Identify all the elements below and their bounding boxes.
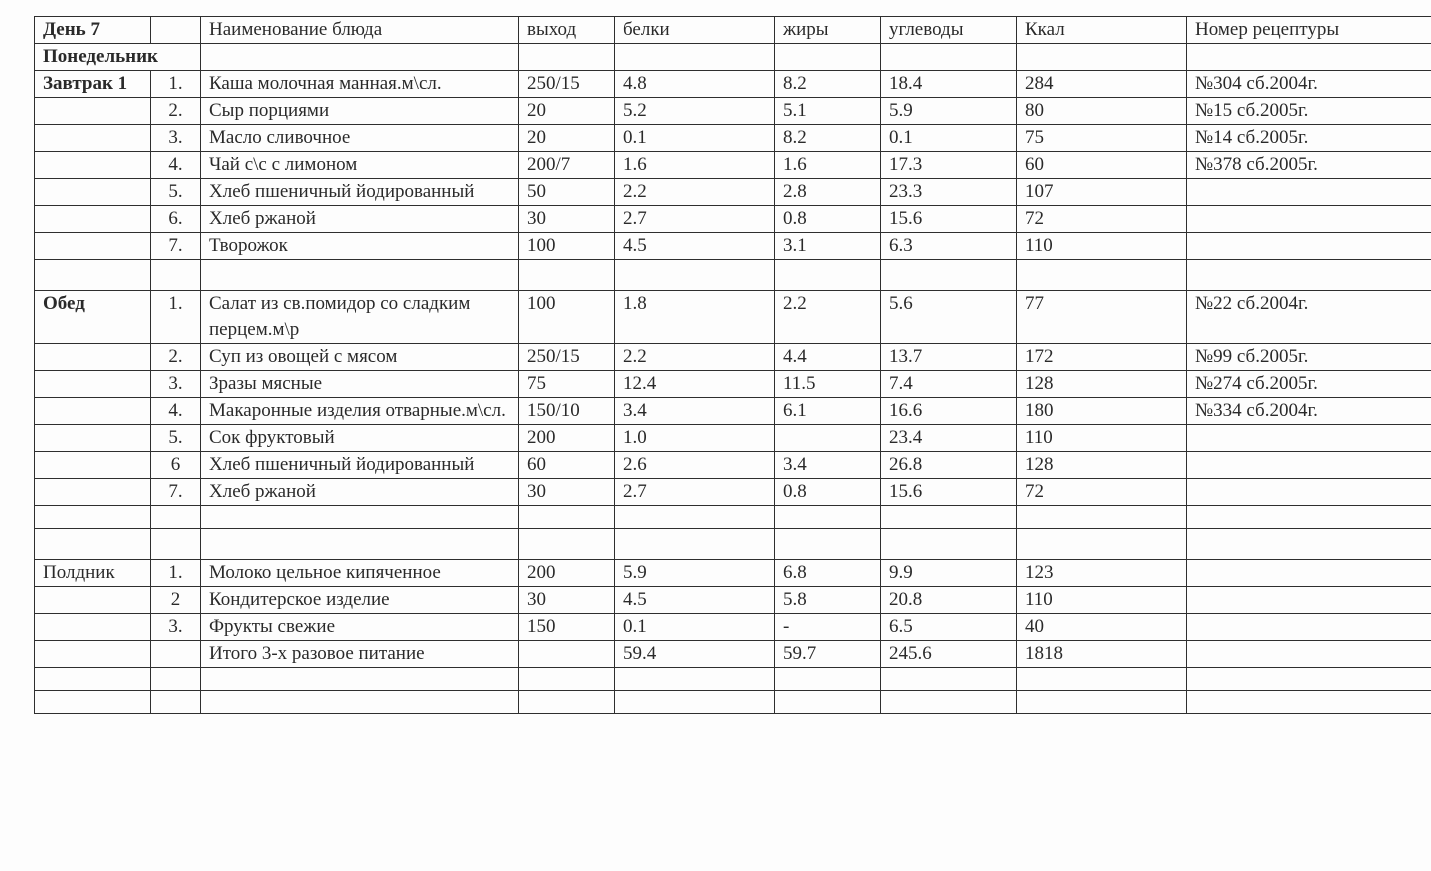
dish-name: Масло сливочное [201,125,519,152]
fat-value: 2.2 [775,291,881,344]
table-row [35,425,1431,452]
weekday-row [35,44,1431,71]
portion-output: 200 [519,425,615,452]
empty-cell [201,260,519,291]
empty-cell [151,691,201,714]
protein-value: 4.5 [615,587,775,614]
empty-cell [519,506,615,529]
total-row [35,641,1431,668]
kcal-value: 77 [1017,291,1187,344]
carbs-value: 20.8 [881,587,1017,614]
empty-cell [35,479,151,506]
empty-cell [881,668,1017,691]
empty-cell [201,668,519,691]
fat-value: 2.8 [775,179,881,206]
kcal-value: 60 [1017,152,1187,179]
empty-cell [1017,506,1187,529]
portion-output: 100 [519,291,615,344]
kcal-value: 110 [1017,233,1187,260]
kcal-value: 128 [1017,371,1187,398]
empty-cell [775,691,881,714]
empty-cell [519,641,615,668]
fat-value: 4.4 [775,344,881,371]
protein-value: 4.5 [615,233,775,260]
empty-cell [35,98,151,125]
recipe-number [1187,614,1431,641]
dish-name: Зразы мясные [201,371,519,398]
carbs-value: 6.3 [881,233,1017,260]
protein-value: 5.2 [615,98,775,125]
carbs-value: 15.6 [881,206,1017,233]
empty-cell [35,398,151,425]
protein-value: 2.2 [615,344,775,371]
item-number: 1. [151,291,201,344]
empty-cell [1187,260,1431,291]
carbs-value: 18.4 [881,71,1017,98]
empty-cell [1017,529,1187,560]
recipe-number: №15 сб.2005г. [1187,98,1431,125]
empty-cell [519,529,615,560]
table-row [35,560,1431,587]
dish-name: Суп из овощей с мясом [201,344,519,371]
total-kcal: 1818 [1017,641,1187,668]
recipe-number: №304 сб.2004г. [1187,71,1431,98]
fat-value: 1.6 [775,152,881,179]
empty-cell [35,452,151,479]
empty-cell [1187,44,1431,71]
carbs-value: 16.6 [881,398,1017,425]
kcal-value: 72 [1017,479,1187,506]
kcal-value: 107 [1017,179,1187,206]
dish-name: Сыр порциями [201,98,519,125]
empty-cell [35,260,151,291]
spacer-row [35,529,1431,560]
protein-value: 0.1 [615,125,775,152]
empty-cell [35,179,151,206]
header-kcal: Ккал [1017,17,1187,44]
empty-cell [201,529,519,560]
empty-cell [615,668,775,691]
item-number: 3. [151,371,201,398]
protein-value: 2.7 [615,206,775,233]
day-label: День 7 [35,17,151,44]
spacer-row [35,691,1431,714]
spacer-row [35,260,1431,291]
item-number: 1. [151,71,201,98]
table-row [35,479,1431,506]
header-recipe: Номер рецептуры [1187,17,1431,44]
kcal-value: 284 [1017,71,1187,98]
kcal-value: 40 [1017,614,1187,641]
fat-value: 0.8 [775,479,881,506]
empty-cell [35,206,151,233]
empty-cell [35,125,151,152]
carbs-value: 5.6 [881,291,1017,344]
empty-cell [881,260,1017,291]
empty-cell [775,529,881,560]
protein-value: 2.6 [615,452,775,479]
table-row [35,291,1431,344]
fat-value: 3.4 [775,452,881,479]
item-number: 4. [151,152,201,179]
table-row [35,587,1431,614]
fat-value: 5.1 [775,98,881,125]
empty-cell [615,260,775,291]
table-row [35,179,1431,206]
empty-cell [519,668,615,691]
kcal-value: 110 [1017,425,1187,452]
portion-output: 20 [519,98,615,125]
empty-cell [151,260,201,291]
empty-cell [35,587,151,614]
item-number: 6. [151,206,201,233]
empty-cell [151,668,201,691]
empty-cell [151,506,201,529]
recipe-number [1187,233,1431,260]
fat-value: 11.5 [775,371,881,398]
meal-label: Полдник [35,560,151,587]
empty-cell [1017,260,1187,291]
kcal-value: 80 [1017,98,1187,125]
table-row [35,452,1431,479]
empty-cell [35,371,151,398]
carbs-value: 15.6 [881,479,1017,506]
recipe-number [1187,206,1431,233]
fat-value: 6.1 [775,398,881,425]
spacer-row [35,506,1431,529]
header-dish: Наименование блюда [201,17,519,44]
item-number: 3. [151,614,201,641]
portion-output: 250/15 [519,71,615,98]
item-number: 3. [151,125,201,152]
empty-cell [881,506,1017,529]
table-row [35,398,1431,425]
empty-cell [35,668,151,691]
empty-cell [201,691,519,714]
fat-value: 3.1 [775,233,881,260]
empty-cell [151,529,201,560]
weekday-label: Понедельник [35,44,201,71]
dish-name: Макаронные изделия отварные.м\сл. [201,398,519,425]
empty-cell [35,152,151,179]
empty-cell [201,44,519,71]
empty-cell [201,506,519,529]
header-output: выход [519,17,615,44]
table-row [35,233,1431,260]
meal-label: Обед [35,291,151,344]
protein-value: 12.4 [615,371,775,398]
total-protein: 59.4 [615,641,775,668]
protein-value: 1.6 [615,152,775,179]
protein-value: 5.9 [615,560,775,587]
header-carbs: углеводы [881,17,1017,44]
item-number: 4. [151,398,201,425]
kcal-value: 110 [1017,587,1187,614]
table-row [35,71,1431,98]
recipe-number [1187,560,1431,587]
fat-value: - [775,614,881,641]
fat-value: 0.8 [775,206,881,233]
kcal-value: 128 [1017,452,1187,479]
carbs-value: 9.9 [881,560,1017,587]
item-number: 5. [151,179,201,206]
protein-value: 1.0 [615,425,775,452]
table-row [35,344,1431,371]
portion-output: 30 [519,479,615,506]
portion-output: 75 [519,371,615,398]
item-number: 2. [151,98,201,125]
empty-cell [519,260,615,291]
empty-cell [35,425,151,452]
empty-cell [1017,691,1187,714]
dish-name: Хлеб ржаной [201,479,519,506]
portion-output: 200 [519,560,615,587]
recipe-number: №334 сб.2004г. [1187,398,1431,425]
dish-name: Хлеб ржаной [201,206,519,233]
protein-value: 0.1 [615,614,775,641]
dish-name: Каша молочная манная.м\сл. [201,71,519,98]
portion-output: 30 [519,206,615,233]
empty-cell [35,529,151,560]
kcal-value: 180 [1017,398,1187,425]
empty-cell [881,44,1017,71]
item-number: 5. [151,425,201,452]
empty-cell [881,529,1017,560]
empty-cell [151,641,201,668]
empty-cell [1187,668,1431,691]
kcal-value: 72 [1017,206,1187,233]
total-carbs: 245.6 [881,641,1017,668]
kcal-value: 172 [1017,344,1187,371]
kcal-value: 123 [1017,560,1187,587]
empty-cell [35,506,151,529]
item-number: 2 [151,587,201,614]
fat-value: 5.8 [775,587,881,614]
meal-label: Завтрак 1 [35,71,151,98]
portion-output: 30 [519,587,615,614]
carbs-value: 23.3 [881,179,1017,206]
portion-output: 200/7 [519,152,615,179]
empty-cell [615,691,775,714]
empty-cell [1187,506,1431,529]
empty-cell [35,614,151,641]
table-row [35,614,1431,641]
empty-cell [519,44,615,71]
portion-output: 150/10 [519,398,615,425]
item-number: 1. [151,560,201,587]
protein-value: 4.8 [615,71,775,98]
spacer-row [35,668,1431,691]
empty-cell [775,260,881,291]
table-body [35,17,1431,714]
item-number: 2. [151,344,201,371]
total-label: Итого 3-х разовое питание [201,641,519,668]
empty-cell [1187,691,1431,714]
dish-name: Сок фруктовый [201,425,519,452]
empty-cell [775,506,881,529]
carbs-value: 6.5 [881,614,1017,641]
empty-cell [1187,641,1431,668]
header-num-cell [151,17,201,44]
table-row [35,206,1431,233]
fat-value: 8.2 [775,125,881,152]
protein-value: 2.2 [615,179,775,206]
dish-name: Чай с\с с лимоном [201,152,519,179]
header-fat: жиры [775,17,881,44]
recipe-number: №274 сб.2005г. [1187,371,1431,398]
carbs-value: 0.1 [881,125,1017,152]
empty-cell [615,44,775,71]
dish-name: Фрукты свежие [201,614,519,641]
portion-output: 100 [519,233,615,260]
carbs-value: 5.9 [881,98,1017,125]
dish-name: Хлеб пшеничный йодированный [201,179,519,206]
portion-output: 250/15 [519,344,615,371]
dish-name: Кондитерское изделие [201,587,519,614]
fat-value: 6.8 [775,560,881,587]
header-protein: белки [615,17,775,44]
dish-name: Салат из св.помидор со сладким перцем.м\р [201,291,519,344]
empty-cell [35,344,151,371]
item-number: 7. [151,479,201,506]
empty-cell [1187,529,1431,560]
empty-cell [35,691,151,714]
portion-output: 60 [519,452,615,479]
item-number: 6 [151,452,201,479]
empty-cell [615,529,775,560]
carbs-value: 17.3 [881,152,1017,179]
carbs-value: 23.4 [881,425,1017,452]
carbs-value: 13.7 [881,344,1017,371]
recipe-number [1187,179,1431,206]
dish-name: Хлеб пшеничный йодированный [201,452,519,479]
portion-output: 20 [519,125,615,152]
protein-value: 2.7 [615,479,775,506]
protein-value: 3.4 [615,398,775,425]
empty-cell [35,641,151,668]
portion-output: 50 [519,179,615,206]
empty-cell [775,668,881,691]
total-fat: 59.7 [775,641,881,668]
recipe-number: №99 сб.2005г. [1187,344,1431,371]
header-row [35,17,1431,44]
empty-cell [1017,44,1187,71]
recipe-number [1187,425,1431,452]
recipe-number: №378 сб.2005г. [1187,152,1431,179]
recipe-number [1187,479,1431,506]
empty-cell [519,691,615,714]
protein-value: 1.8 [615,291,775,344]
recipe-number: №22 сб.2004г. [1187,291,1431,344]
fat-value [775,425,881,452]
table-row [35,125,1431,152]
dish-name: Творожок [201,233,519,260]
recipe-number [1187,587,1431,614]
kcal-value: 75 [1017,125,1187,152]
empty-cell [615,506,775,529]
item-number: 7. [151,233,201,260]
table-row [35,98,1431,125]
portion-output: 150 [519,614,615,641]
recipe-number: №14 сб.2005г. [1187,125,1431,152]
empty-cell [881,691,1017,714]
carbs-value: 26.8 [881,452,1017,479]
carbs-value: 7.4 [881,371,1017,398]
fat-value: 8.2 [775,71,881,98]
empty-cell [775,44,881,71]
nutrition-table [34,16,1431,714]
table-row [35,371,1431,398]
recipe-number [1187,452,1431,479]
dish-name: Молоко цельное кипяченное [201,560,519,587]
table-row [35,152,1431,179]
empty-cell [1017,668,1187,691]
empty-cell [35,233,151,260]
